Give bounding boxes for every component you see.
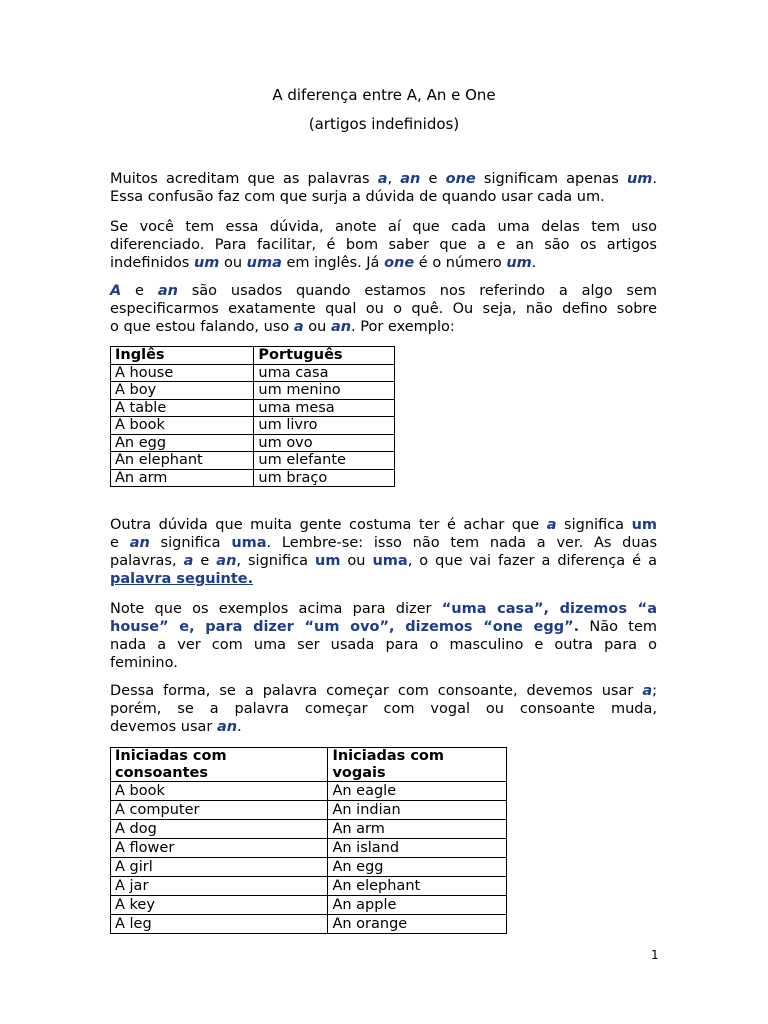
table-row <box>111 399 395 417</box>
table-cell: An island <box>328 839 507 858</box>
table-cell: um elefante <box>254 452 395 470</box>
highlight-word: an <box>216 553 237 569</box>
table-cell: An arm <box>328 820 507 839</box>
paragraph-line: porém, se a palavra começar com vogal ou consoante muda, <box>110 701 657 717</box>
text: significa <box>149 535 232 551</box>
paragraph-line <box>110 534 657 552</box>
text: ou <box>303 319 331 335</box>
paragraph-line <box>110 682 657 700</box>
highlight-word: an <box>330 319 352 335</box>
table-cell: A dog <box>111 820 328 839</box>
paragraph-usage <box>110 218 657 272</box>
table-header-cell: Iniciadas com vogais <box>328 748 507 782</box>
table-cell: A table <box>111 399 254 417</box>
text: , <box>387 171 401 187</box>
paragraph-rule <box>110 682 657 736</box>
text: Dessa forma, se a palavra começar com consoante, devemos usar <box>110 683 643 699</box>
paragraph-line <box>110 282 657 300</box>
highlight-word: an <box>217 719 238 735</box>
table-cell: An egg <box>111 434 254 452</box>
palavra-seguinte-link[interactable]: palavra seguinte. <box>110 571 254 587</box>
paragraph-line <box>110 516 657 534</box>
text: o que estou falando, uso <box>110 319 294 335</box>
table-cell: uma casa <box>254 364 395 382</box>
examples-table <box>110 346 395 487</box>
paragraph-line <box>110 318 657 336</box>
paragraph-line <box>110 254 657 272</box>
table-cell: um braço <box>254 469 395 487</box>
consonant-vowel-table <box>110 747 507 934</box>
text: , significa <box>236 553 315 569</box>
highlight-phrase: house” e, para dizer “um ovo”, dizemos “one egg”. <box>110 619 580 635</box>
highlight-phrase: “uma casa”, dizemos “a <box>441 601 657 617</box>
table-cell: A key <box>111 896 328 915</box>
highlight-word: an <box>157 283 178 299</box>
highlight-word: an <box>400 171 421 187</box>
table-row <box>111 896 507 915</box>
table-cell: An egg <box>328 858 507 877</box>
table-header-cell: Inglês <box>111 347 254 365</box>
text: Muitos acreditam que as palavras <box>110 171 378 187</box>
text: ou <box>219 255 247 271</box>
highlight-word: um <box>631 517 658 533</box>
text: indefinidos <box>110 255 194 271</box>
table-header-cell: Português <box>254 347 395 365</box>
table-cell: A book <box>111 782 328 801</box>
highlight-word: a <box>546 517 557 533</box>
text: e <box>121 283 158 299</box>
highlight-word: a <box>642 683 653 699</box>
paragraph-line: nada a ver com uma ser usada para o masculino e outra para o <box>110 637 657 653</box>
highlight-word: um <box>193 255 220 271</box>
table-row <box>111 382 395 400</box>
text: . <box>531 255 537 271</box>
paragraph-line: Se você tem essa dúvida, anote aí que cada uma delas tem uso <box>110 219 657 235</box>
text: . Por exemplo: <box>351 319 455 335</box>
paragraph-line <box>110 570 657 588</box>
table-cell: A flower <box>111 839 328 858</box>
paragraph-line <box>110 170 657 188</box>
table-row <box>111 417 395 435</box>
paragraph-line <box>110 718 657 736</box>
highlight-word: one <box>384 255 415 271</box>
table-cell: An elephant <box>328 877 507 896</box>
text: em inglês. Já <box>281 255 385 271</box>
document-subtitle: (artigos indefinidos) <box>308 115 460 133</box>
paragraph-intro <box>110 170 657 206</box>
table-cell: um livro <box>254 417 395 435</box>
highlight-word: an <box>129 535 150 551</box>
table-cell: A jar <box>111 877 328 896</box>
paragraph-line <box>110 618 657 636</box>
text: significam apenas <box>475 171 627 187</box>
table-row <box>111 915 507 934</box>
table-cell: An elephant <box>111 452 254 470</box>
highlight-word: uma <box>231 535 267 551</box>
table-cell: An arm <box>111 469 254 487</box>
table-cell: An apple <box>328 896 507 915</box>
highlight-word: um <box>626 171 653 187</box>
table-cell: A leg <box>111 915 328 934</box>
table-cell: An indian <box>328 801 507 820</box>
document-title: A diferença entre A, An e One <box>272 86 496 104</box>
table-cell: A house <box>111 364 254 382</box>
table-cell: A book <box>111 417 254 435</box>
text: Note que os exemplos acima para dizer <box>110 601 442 617</box>
highlight-word: a <box>377 171 388 187</box>
highlight-word: um <box>315 553 341 569</box>
text: devemos usar <box>110 719 217 735</box>
highlight-word: um <box>506 255 532 271</box>
text: ou <box>340 553 373 569</box>
highlight-word: one <box>445 171 476 187</box>
table-row <box>111 801 507 820</box>
text: significa <box>556 517 632 533</box>
text: . Lembre-se: isso não tem nada a ver. As duas <box>266 535 658 551</box>
text: e <box>110 535 130 551</box>
table-cell: um ovo <box>254 434 395 452</box>
text: e <box>420 171 446 187</box>
paragraph-line: especificarmos exatamente qual ou o quê. Ou seja, não defino sobre <box>110 301 657 317</box>
paragraph-note <box>110 600 657 672</box>
paragraph-line <box>110 552 657 570</box>
text: ; <box>652 683 657 699</box>
highlight-word: A <box>110 283 122 299</box>
text: , o que vai fazer a diferença é a <box>407 553 657 569</box>
text: palavras, <box>110 553 184 569</box>
table-row <box>111 839 507 858</box>
table-row <box>111 364 395 382</box>
table-cell: um menino <box>254 382 395 400</box>
paragraph-doubt <box>110 516 657 588</box>
table-header-cell: Iniciadas com consoantes <box>111 748 328 782</box>
paragraph-line: diferenciado. Para facilitar, é bom saber que a e an são os artigos <box>110 237 657 253</box>
text: e <box>193 553 217 569</box>
paragraph-a-an <box>110 282 657 336</box>
table-row <box>111 434 395 452</box>
table-cell: An orange <box>328 915 507 934</box>
text: Não tem <box>579 619 657 635</box>
table-header-row <box>111 748 507 782</box>
paragraph-line: feminino. <box>110 655 178 671</box>
table-row <box>111 782 507 801</box>
table-header-row <box>111 347 395 365</box>
highlight-word: a <box>183 553 194 569</box>
table-row <box>111 858 507 877</box>
paragraph-line: Essa confusão faz com que surja a dúvida de quando usar cada um. <box>110 189 605 205</box>
highlight-word: uma <box>372 553 408 569</box>
table-row <box>111 469 395 487</box>
highlight-word: a <box>293 319 304 335</box>
page-number: 1 <box>651 948 659 962</box>
text: . <box>237 719 242 735</box>
highlight-word: uma <box>246 255 282 271</box>
text: Outra dúvida que muita gente costuma ter é achar que <box>110 517 547 533</box>
table-row <box>111 877 507 896</box>
text: é o número <box>414 255 507 271</box>
table-cell: uma mesa <box>254 399 395 417</box>
table-cell: A girl <box>111 858 328 877</box>
table-row <box>111 820 507 839</box>
text: são usados quando estamos nos referindo a algo sem <box>177 283 657 299</box>
table-cell: An eagle <box>328 782 507 801</box>
table-row <box>111 452 395 470</box>
table-cell: A computer <box>111 801 328 820</box>
table-cell: A boy <box>111 382 254 400</box>
text: . <box>652 171 658 187</box>
paragraph-line <box>110 600 657 618</box>
